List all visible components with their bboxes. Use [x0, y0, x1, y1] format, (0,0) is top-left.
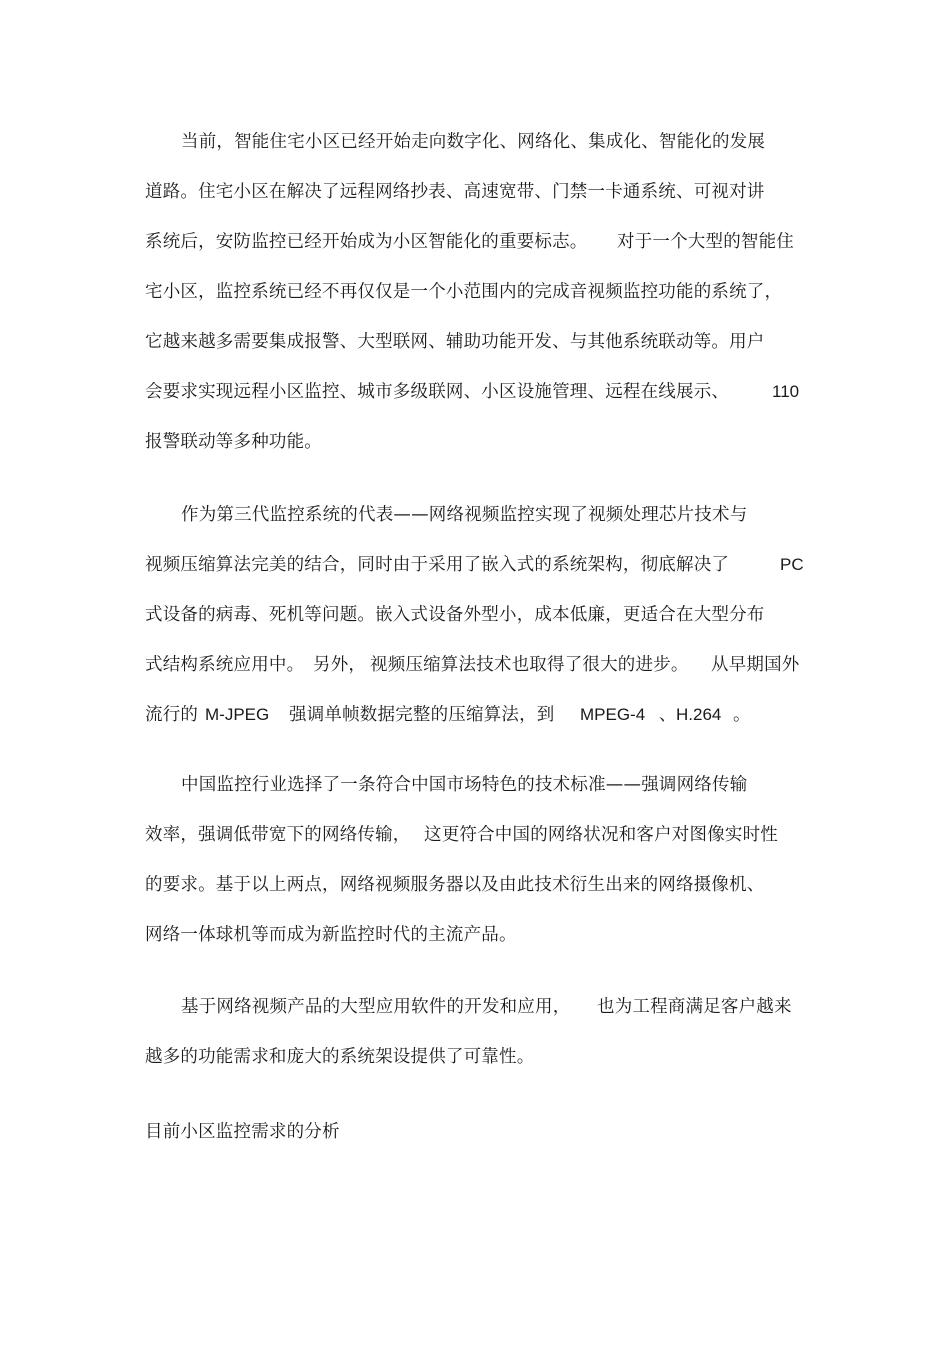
- section-heading: 目前小区监控需求的分析: [145, 1122, 340, 1142]
- paragraph-1-line-1: 当前，智能住宅小区已经开始走向数字化、网络化、集成化、智能化的发展: [181, 132, 766, 152]
- paragraph-2-line-1: 作为第三代监控系统的代表——网络视频监控实现了视频处理芯片技术与: [181, 505, 748, 525]
- paragraph-1-line-6b: 110: [772, 382, 800, 401]
- paragraph-3-line-1: 中国监控行业选择了一条符合中国市场特色的技术标准——强调网络传输: [181, 775, 748, 795]
- paragraph-1-line-2: 道路。住宅小区在解决了远程网络抄表、高速宽带、门禁一卡通系统、可视对讲: [145, 182, 765, 202]
- paragraph-4-line-1b: 也为工程商满足客户越来: [597, 997, 792, 1017]
- paragraph-2-line-4a: 式结构系统应用中。: [145, 655, 305, 675]
- paragraph-1-line-4: 宅小区，监控系统已经不再仅仅是一个小范围内的完成音视频监控功能的系统了，: [145, 282, 783, 302]
- paragraph-4-line-1a: 基于网络视频产品的大型应用软件的开发和应用，: [181, 997, 571, 1017]
- paragraph-2-line-4c: 视频压缩算法技术也取得了很大的进步。: [370, 655, 689, 675]
- paragraph-2-line-5c: 强调单帧数据完整的压缩算法，到: [289, 705, 555, 725]
- paragraph-2-line-4b: 另外，: [313, 655, 367, 675]
- paragraph-1-line-6a: 会要求实现远程小区监控、城市多级联网、小区设施管理、远程在线展示、: [145, 382, 730, 402]
- paragraph-1-line-3b: 对于一个大型的智能住: [617, 232, 794, 252]
- paragraph-2-line-5a: 流行的: [145, 705, 199, 725]
- paragraph-1-line-7: 报警联动等多种功能。: [145, 432, 322, 452]
- paragraph-1-line-5: 它越来越多需要集成报警、大型联网、辅助功能开发、与其他系统联动等。用户: [145, 332, 765, 352]
- paragraph-2-line-4d: 从早期国外: [711, 655, 800, 675]
- paragraph-2-line-2a: 视频压缩算法完美的结合，同时由于采用了嵌入式的系统架构，彻底解决了: [145, 555, 730, 575]
- paragraph-3-line-4: 网络一体球机等而成为新监控时代的主流产品。: [145, 925, 517, 945]
- paragraph-2-line-5f: 。: [733, 705, 751, 725]
- paragraph-2-line-5d: MPEG-4: [580, 705, 646, 724]
- paragraph-2-line-3: 式设备的病毒、死机等问题。嵌入式设备外型小，成本低廉，更适合在大型分布: [145, 605, 765, 625]
- paragraph-2-line-5b: M-JPEG: [205, 705, 270, 724]
- paragraph-4-line-2: 越多的功能需求和庞大的系统架设提供了可靠性。: [145, 1047, 535, 1067]
- paragraph-3-line-2b: 这更符合中国的网络状况和客户对图像实时性: [424, 825, 778, 845]
- paragraph-3-line-2a: 效率，强调低带宽下的网络传输，: [145, 825, 411, 845]
- paragraph-1-line-3a: 系统后，安防监控已经开始成为小区智能化的重要标志。: [145, 232, 588, 252]
- paragraph-3-line-3: 的要求。基于以上两点，网络视频服务器以及由此技术衍生出来的网络摄像机、: [145, 875, 765, 895]
- paragraph-2-line-2b: PC: [780, 555, 804, 574]
- paragraph-2-line-5e: 、H.264: [659, 705, 722, 724]
